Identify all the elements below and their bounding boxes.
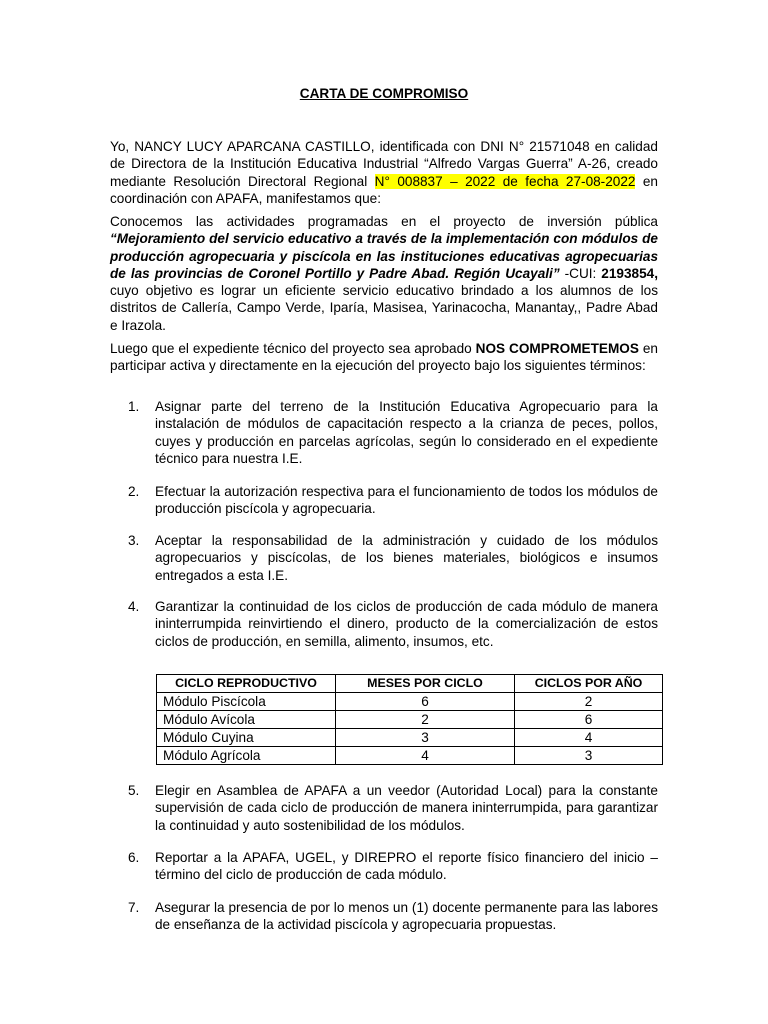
list-item-text: Elegir en Asamblea de APAFA a un veedor (Autoridad Local) para la constante supervisión de cada ciclo de producción de manera ininterrumpida, para garantizar la continuidad y auto sostenibilidad de los módulos.	[155, 783, 658, 833]
table-cell: Módulo Piscícola	[157, 693, 336, 711]
commitment-paragraph	[110, 340, 658, 375]
list-item	[128, 849, 658, 884]
table-cell: Módulo Avícola	[157, 711, 336, 729]
table-cell: 4	[336, 747, 515, 765]
list-item-number: 6.	[128, 850, 140, 865]
table-header-row	[157, 675, 663, 693]
project-cui: 2193854,	[601, 265, 658, 281]
table-row	[157, 711, 663, 729]
list-item	[128, 598, 658, 650]
project-paragraph	[110, 213, 658, 334]
list-item-text: Reportar a la APAFA, UGEL, y DIREPRO el reporte físico financiero del inicio – término del ciclo de producción de cada módulo.	[155, 850, 658, 883]
list-item-number: 5.	[128, 783, 140, 798]
table-row	[157, 693, 663, 711]
table-cell: 3	[515, 747, 663, 765]
list-item	[128, 899, 658, 934]
table-header: CICLOS POR AÑO	[515, 675, 663, 693]
table-header: CICLO REPRODUCTIVO	[157, 675, 336, 693]
table-cell: 6	[515, 711, 663, 729]
list-item-number: 7.	[128, 900, 140, 915]
table-cell: 2	[515, 693, 663, 711]
table-cell: Módulo Agrícola	[157, 747, 336, 765]
list-item-text: Efectuar la autorización respectiva para el funcionamiento de todos los módulos de producción piscícola y agropecuaria.	[155, 484, 658, 517]
table-cell: 4	[515, 729, 663, 747]
list-item-number: 2.	[128, 484, 140, 499]
list-item	[128, 398, 658, 467]
list-item-text: Aceptar la responsabilidad de la administración y cuidado de los módulos agropecuarios y piscícolas, de los bienes materiales, biológicos e insumos entregados a esta I.E.	[155, 533, 658, 583]
table-row	[157, 747, 663, 765]
commitment-text-1: Luego que el expediente técnico del proyecto sea aprobado	[110, 341, 476, 356]
production-cycles-table	[156, 674, 663, 765]
list-item-text: Asignar parte del terreno de la Institución Educativa Agropecuario para la instalación de módulos de capacitación respecto a la crianza de peces, pollos, cuyes y producción en parcelas agrícolas, según lo considerado en el expediente técnico para nuestra I.E.	[155, 399, 658, 466]
list-item-text: Garantizar la continuidad de los ciclos de producción de cada módulo de manera ininterrumpida reinvirtiendo el dinero, producto de la comercialización de estos ciclos de producción, en semilla, alimento, insumos, etc.	[155, 599, 658, 649]
list-item	[128, 483, 658, 518]
intro-text-1: Yo, NANCY LUCY APARCANA CASTILLO, identificada con DNI N° 21571048 en calidad de Directora de la Institución Educativa Industrial “Alfredo Vargas Guerra” A-26, creado mediante Resolución Directoral Regional	[110, 139, 658, 189]
list-item	[128, 782, 658, 834]
project-text-3: cuyo objetivo es lograr un eficiente servicio educativo brindado a los alumnos de los distritos de Callería, Campo Verde, Iparía, Masisea, Yarinacocha, Manantay,, Padre Abad e Irazola.	[110, 283, 658, 333]
table-cell: 6	[336, 693, 515, 711]
intro-text-2: en coordinación con APAFA, manifestamos que:	[110, 173, 658, 206]
table-cell: Módulo Cuyina	[157, 729, 336, 747]
document-title: CARTA DE COMPROMISO	[299, 86, 469, 101]
table-cell: 2	[336, 711, 515, 729]
commitment-bold: NOS COMPROMETEMOS	[475, 341, 639, 356]
list-item-number: 4.	[128, 599, 140, 614]
commitment-text-2: en participar activa y directamente en la ejecución del proyecto bajo los siguientes términos:	[110, 341, 658, 374]
project-text-1: Conocemos las actividades programadas en el proyecto de inversión pública	[110, 214, 658, 229]
table-row	[157, 729, 663, 747]
project-name: “Mejoramiento del servicio educativo a través de la implementación con módulos de producción agropecuaria y piscícola en las instituciones educativas agropecuarias de las provincias de Coronel Portillo y Padre Abad. Región Ucayali”	[110, 231, 658, 281]
intro-paragraph	[110, 138, 658, 207]
list-item-text: Asegurar la presencia de por lo menos un (1) docente permanente para las labores de enseñanza de la actividad piscícola y agropecuaria propuestas.	[155, 900, 658, 933]
project-text-2: -CUI:	[559, 265, 602, 281]
resolution-highlight: N° 008837 – 2022 de fecha 27-08-2022	[374, 173, 636, 189]
list-item-number: 3.	[128, 533, 140, 548]
table-cell: 3	[336, 729, 515, 747]
table-header: MESES POR CICLO	[336, 675, 515, 693]
list-item-number: 1.	[128, 399, 140, 414]
list-item	[128, 532, 658, 584]
